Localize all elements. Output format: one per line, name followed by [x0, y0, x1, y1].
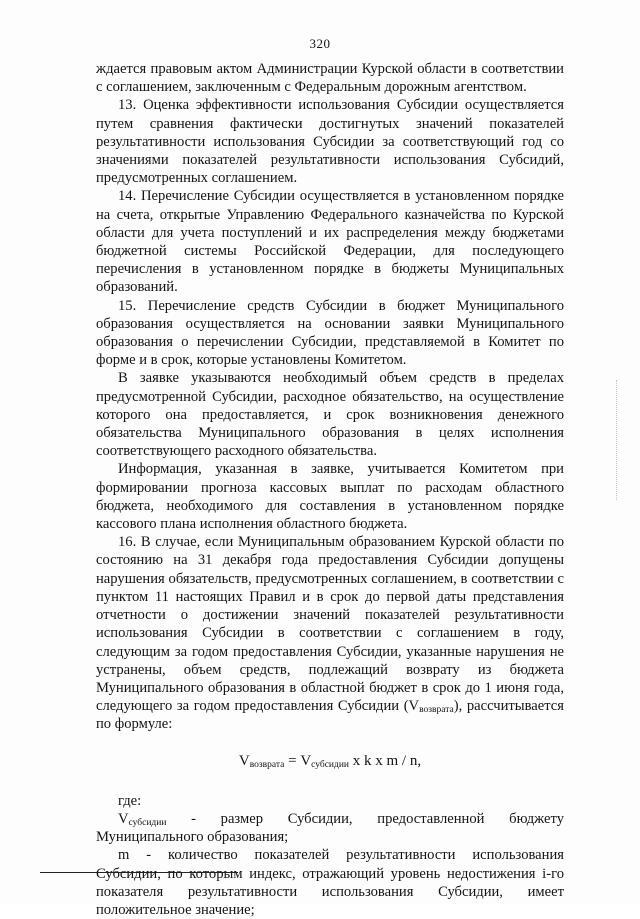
- footnote-rule: [40, 872, 238, 873]
- refund-formula: [96, 752, 564, 770]
- page-number: 320: [309, 36, 331, 51]
- definition-m: m - количество показателей результативности использования Субсидии, по которым индекс, отражающий уровень недостижения i-го показателя результативности использования Субсидии, имеет положительное значение;: [96, 847, 564, 918]
- paragraph-request-info: Информация, указанная в заявке, учитывается Комитетом при формировании прогноза кассовых выплат по расходам областного бюджета, необходимого для составления в установленном порядке кассового плана исполнения областного бюджета.: [96, 461, 564, 533]
- formula-rest: x k x m / n,: [349, 752, 422, 769]
- paragraph-16-subscript: возврата: [419, 705, 454, 716]
- paragraph-request-contents: В заявке указываются необходимый объем средств в пределах предусмотренной Субсидии, расходное обязательство, на осуществление которого она предоставляется, и срок возникновения денежного обязательства Муниципального образования в целях исполнения соответствующего расходного обязательства.: [96, 370, 564, 460]
- paragraph-16: [96, 533, 564, 733]
- formula-v: V: [238, 752, 250, 769]
- paragraph-16-tail: ), рассчитывается по формуле:: [96, 698, 564, 733]
- document-body: [96, 60, 564, 919]
- formula-sub-refund: возврата: [249, 759, 285, 770]
- paragraph-continuation: ждается правовым актом Администрации Курской области в соответствии с соглашением, заключенным с Федеральным дорожным агентством.: [96, 61, 564, 96]
- formula-sub-subsidy: субсидии: [311, 759, 350, 770]
- definition-v-subsidy: [96, 810, 564, 846]
- formula-equals: = V: [284, 752, 312, 769]
- paragraph-16-main: 16. В случае, если Муниципальным образованием Курской области по состоянию на 31 декабря года предоставления Субсидии допущены нарушения обязательств, предусмотренных соглашением, в соответствии с пунктом 11 настоящих Правил и в срок до первой даты представления отчетности о достижении значений показателей результативности использования Субсидии в соответствии с соглашением в году, следующим за годом предоставления Субсидии, указанные нарушения не устранены, объем средств, подлежащий возврату из бюджета Муниципального образования в областной бюджет в срок до 1 июня года, следующего за годом предоставления Субсидии (V: [96, 534, 564, 715]
- definition-v: V: [118, 810, 129, 827]
- definition-v-text: - размер Субсидии, предоставленной бюджету Муниципального образования;: [96, 810, 564, 846]
- scan-edge-mark: [616, 380, 618, 500]
- paragraph-15: 15. Перечисление средств Субсидии в бюджет Муниципального образования осуществляется на основании заявки Муниципального образования о перечислении Субсидии, представляемой в Комитет по форме и в срок, которые установлены Комитетом.: [96, 297, 564, 369]
- paragraph-13: 13. Оценка эффективности использования Субсидии осуществляется путем сравнения фактически достигнутых значений показателей результативности использования Субсидии за соответствующий год со значениями показателей результативности использования Субсидий, предусмотренных соглашением.: [96, 97, 564, 187]
- definition-v-subscript: субсидии: [128, 817, 167, 828]
- where-label: где:: [118, 792, 142, 809]
- paragraph-14: 14. Перечисление Субсидии осуществляется в установленном порядке на счета, открытые Управлению Федерального казначейства по Курской области для учета поступлений и их распределения между бюджетами бюджетной системы Российской Федерации, для последующего перечисления в установленном порядке в бюджеты Муниципальных образований.: [96, 188, 564, 296]
